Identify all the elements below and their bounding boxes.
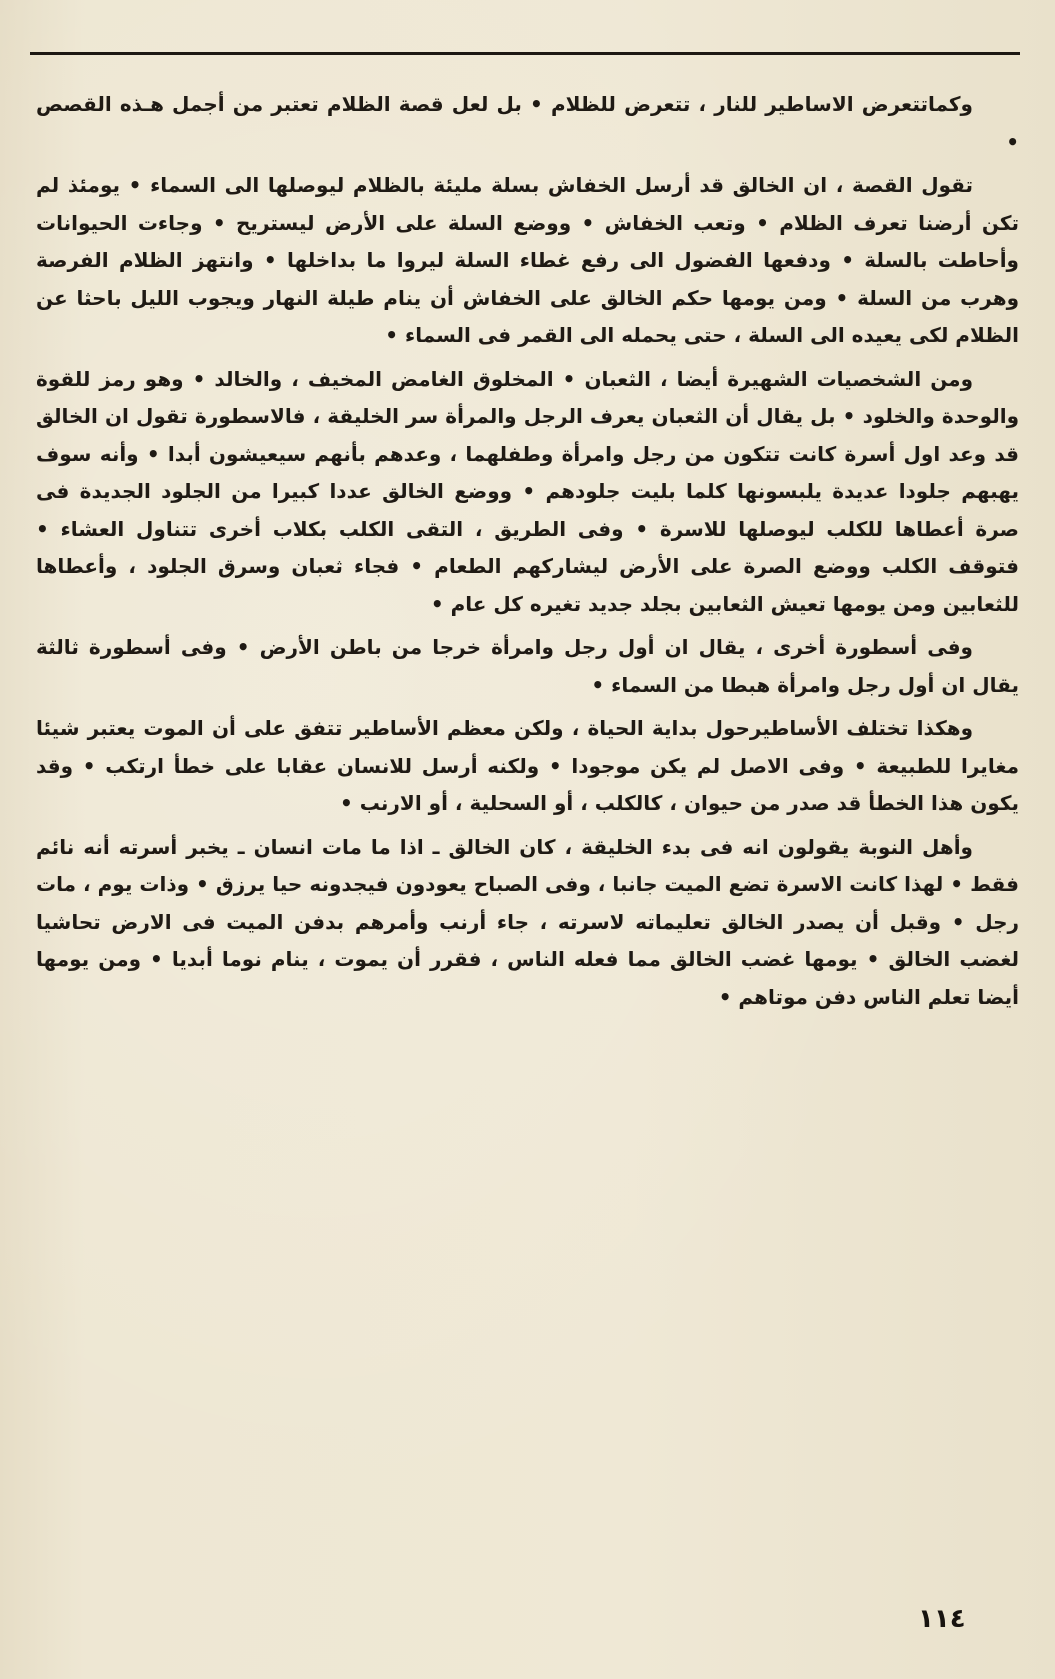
paragraph-other-myths: وفى أسطورة أخرى ، يقال ان أول رجل وامرأة خرجا من باطن الأرض • وفى أسطورة ثالثة يقال ان أول رجل وامرأة هبطا من السماء • xyxy=(36,635,1019,697)
paragraph-darkness-intro: وكماتتعرض الاساطير للنار ، تتعرض للظلام • بل لعل قصة الظلام تعتبر من أجمل هـذه القصص • xyxy=(36,92,1019,154)
paragraph-bat-story: تقول القصة ، ان الخالق قد أرسل الخفاش بسلة مليئة بالظلام ليوصلها الى السماء • يومئذ لم تكن أرضنا تعرف الظلام • وتعب الخفاش • ووضع السلة على الأرض ليستريح • وجاءت الحيوانات وأحاطت بالسلة • ودفعها الفضول الى رفع غطاء السلة ليروا ما بداخلها • وانتهز الظلام الفرصة وهرب من السلة • ومن يومها حكم الخالق على الخفاش أن ينام طيلة النهار ويجوب الليل باحثا عن الظلام لكى يعيده الى السلة ، حتى يحمله الى القمر فى السماء • xyxy=(36,173,1019,347)
paragraph-nubian-myth: وأهل النوبة يقولون انه فى بدء الخليقة ، كان الخالق ـ اذا ما مات انسان ـ يخبر أسرته أنه نائم فقط • لهذا كانت الاسرة تضع الميت جانبا ، وفى الصباح يعودون فيجدونه حيا يرزق • وذات يوم ، مات رجل • وقبل أن يصدر الخالق تعليماته لاسرته ، جاء أرنب وأمرهم بدفن الميت فى الارض تحاشيا لغضب الخالق • يومها غضب الخالق مما فعله الناس ، فقرر أن يموت ، ينام نوما أبديا • ومن يومها أيضا تعلم الناس دفن موتاهم • xyxy=(36,834,1019,1009)
paragraph-death-myths: وهكذا تختلف الأساطيرحول بداية الحياة ، ولكن معظم الأساطير تتفق على أن الموت يعتبر شيئا مغايرا للطبيعة • وفى الاصل لم يكن موجودا • ولكنه أرسل للانسان عقابا على خطأ ارتكب • وقد يكون هذا الخطأ قد صدر من حيوان ، كالكلب ، أو السحلية ، أو الارنب • xyxy=(36,716,1019,815)
body-text xyxy=(36,86,1019,1022)
page-number: ١١٤ xyxy=(918,1604,966,1634)
paragraph-serpent-story: ومن الشخصيات الشهيرة أيضا ، الثعبان • المخلوق الغامض المخيف ، والخالد • وهو رمز للقوة والوحدة والخلود • بل يقال أن الثعبان يعرف الرجل والمرأة سر الخليقة ، فالاسطورة تقول ان الخالق قد وعد اول أسرة كانت تتكون من رجل وامرأة وطفلهما ، وعدهم بأنهم سيعيشون أبدا • وأنه سوف يهبهم جلودا عديدة يلبسونها كلما بليت جلودهم • ووضع الخالق عددا كبيرا من الجلود الجديدة فى صرة أعطاها للكلب ليوصلها للاسرة • وفى الطريق ، التقى الكلب بكلاب أخرى تتناول العشاء • فتوقف الكلب ووضع الصرة على الأرض ليشاركهم الطعام • فجاء ثعبان وسرق الجلود ، وأعطاها للثعابين ومن يومها تعيش الثعابين بجلد جديد تغيره كل عام • xyxy=(36,366,1019,616)
header-rule xyxy=(30,52,1020,55)
